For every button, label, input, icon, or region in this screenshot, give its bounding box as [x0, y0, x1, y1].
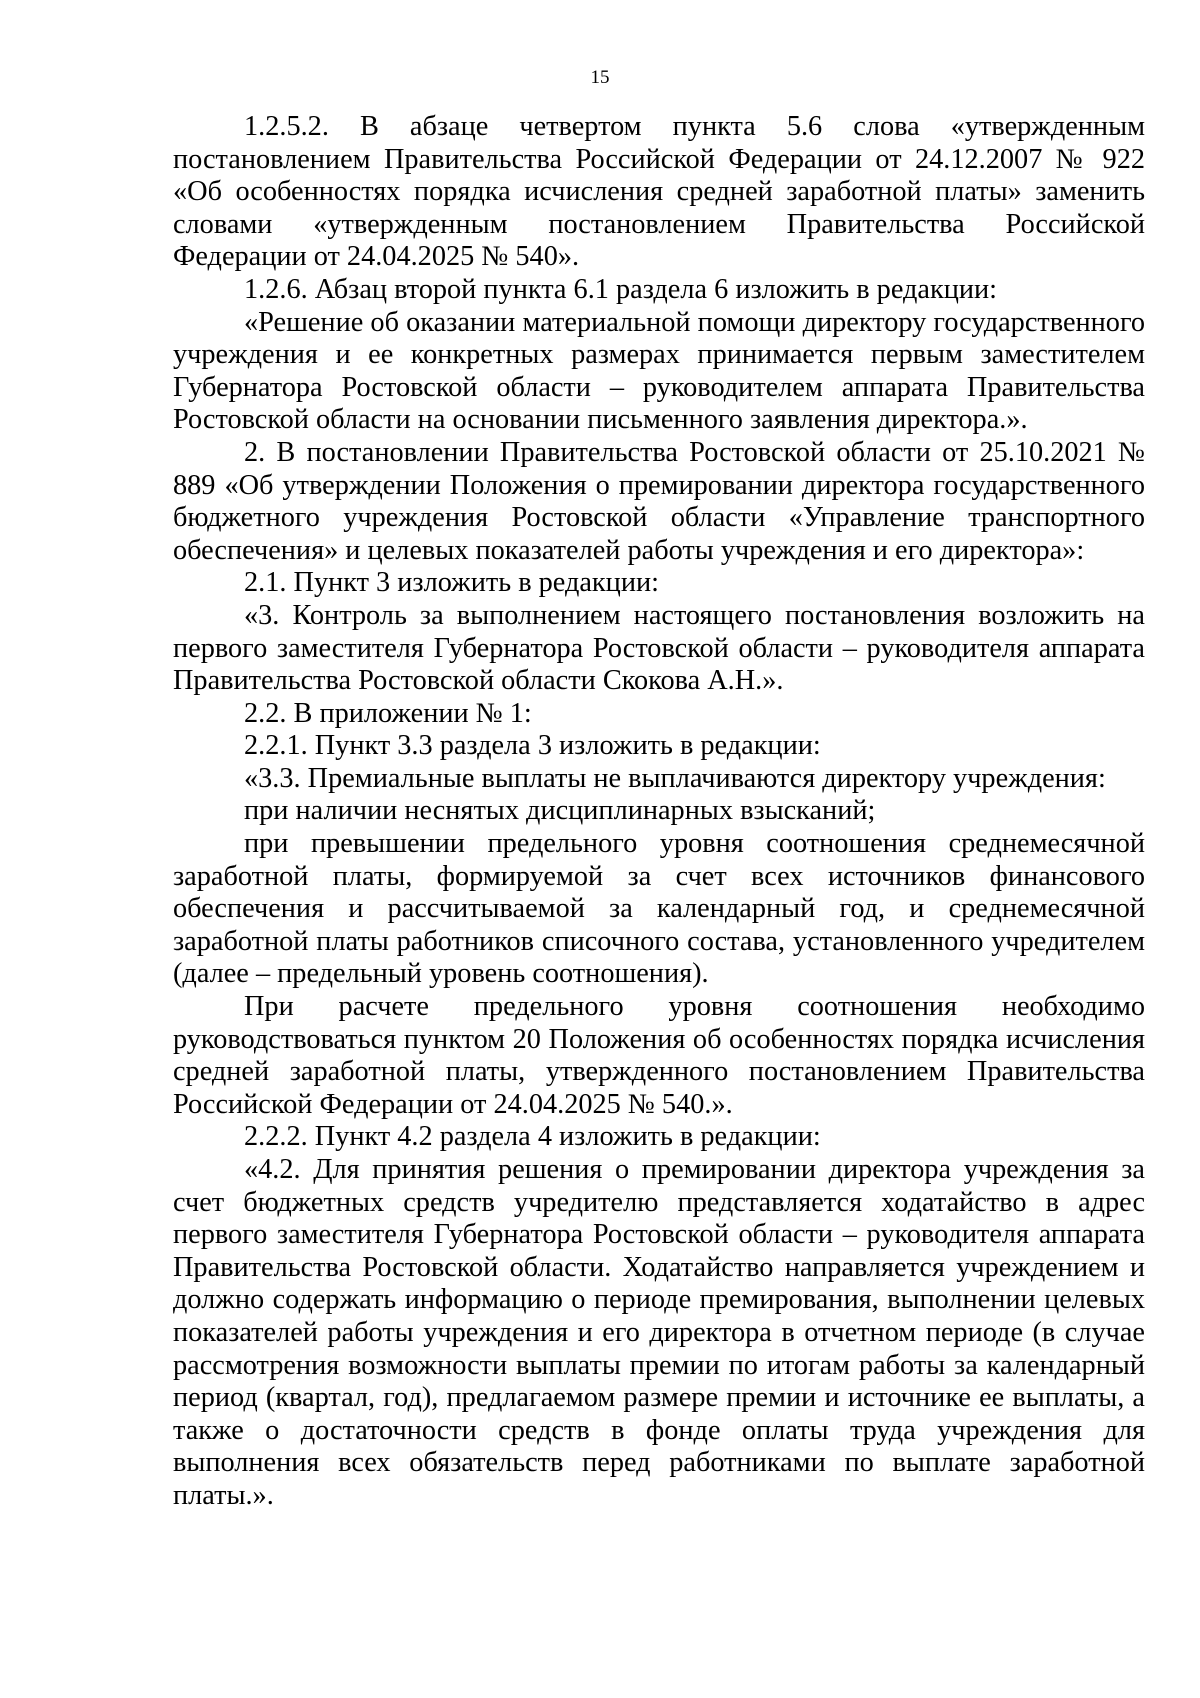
paragraph-1-2-5-2: 1.2.5.2. В абзаце четвертом пункта 5.6 слова «утвержденным постановлением Правительства Российской Федерации от 24.12.2007 № 922 «Об особенностях порядка исчисления средней заработной платы» заменить словами «утвержденным постановлением Правительства Российской Федерации от 24.04.2025 № 540».	[173, 111, 1145, 273]
paragraph-2-2: 2.2. В приложении № 1:	[244, 697, 532, 729]
paragraph-material-aid: «Решение об оказании материальной помощи директору государственного учреждения и ее конкретных размерах принимается первым заместителем Губернатора Ростовской области – руководителем аппарата Правительства Ростовской области на основании письменного заявления директора.».	[173, 306, 1145, 436]
paragraph-1-2-6: 1.2.6. Абзац второй пункта 6.1 раздела 6 изложить в редакции:	[244, 273, 998, 305]
paragraph-control: «3. Контроль за выполнением настоящего постановления возложить на первого заместителя Губернатора Ростовской области – руководителя аппарата Правительства Ростовской области Скокова А.Н.».	[173, 599, 1145, 697]
paragraph-2: 2. В постановлении Правительства Ростовской области от 25.10.2021 № 889 «Об утверждении Положения о премировании директора государственного бюджетного учреждения Ростовской области «Управление транспортного обеспечения» и целевых показателей работы учреждения и его директора»:	[173, 436, 1145, 566]
document-body	[173, 111, 1145, 1513]
paragraph-ratio-excess: при превышении предельного уровня соотношения среднемесячной заработной платы, формируемой за счет всех источников финансового обеспечения и рассчитываемой за календарный год, и среднемесячной заработной платы работников списочного состава, установленного учредителем (далее – предельный уровень соотношения).	[173, 828, 1145, 990]
paragraph-2-2-1: 2.2.1. Пункт 3.3 раздела 3 изложить в редакции:	[244, 730, 821, 762]
paragraph-ratio-calculation: При расчете предельного уровня соотношения необходимо руководствоваться пунктом 20 Положения об особенностях порядка исчисления средней заработной платы, утвержденного постановлением Правительства Российской Федерации от 24.04.2025 № 540.».	[173, 991, 1145, 1120]
paragraph-2-2-2: 2.2.2. Пункт 4.2 раздела 4 изложить в редакции:	[244, 1121, 821, 1153]
paragraph-2-1: 2.1. Пункт 3 изложить в редакции:	[244, 567, 659, 599]
paragraph-3-3: «3.3. Премиальные выплаты не выплачиваются директору учреждения:	[244, 762, 1106, 794]
page-number: 15	[590, 67, 610, 88]
paragraph-4-2: «4.2. Для принятия решения о премировании директора учреждения за счет бюджетных средств учредителю представляется ходатайство в адрес первого заместителя Губернатора Ростовской области – руководителя аппарата Правительства Ростовской области. Ходатайство направляется учреждением и должно содержать информацию о периоде премирования, выполнении целевых показателей работы учреждения и его директора в отчетном периоде (в случае рассмотрения возможности выплаты премии по итогам работы за календарный период (квартал, год), предлагаемом размере премии и источнике ее выплаты, а также о достаточности средств в фонде оплаты труда учреждения для выполнения всех обязательств перед работниками по выплате заработной платы.».	[173, 1154, 1145, 1511]
paragraph-disciplinary: при наличии неснятых дисциплинарных взысканий;	[244, 795, 876, 827]
